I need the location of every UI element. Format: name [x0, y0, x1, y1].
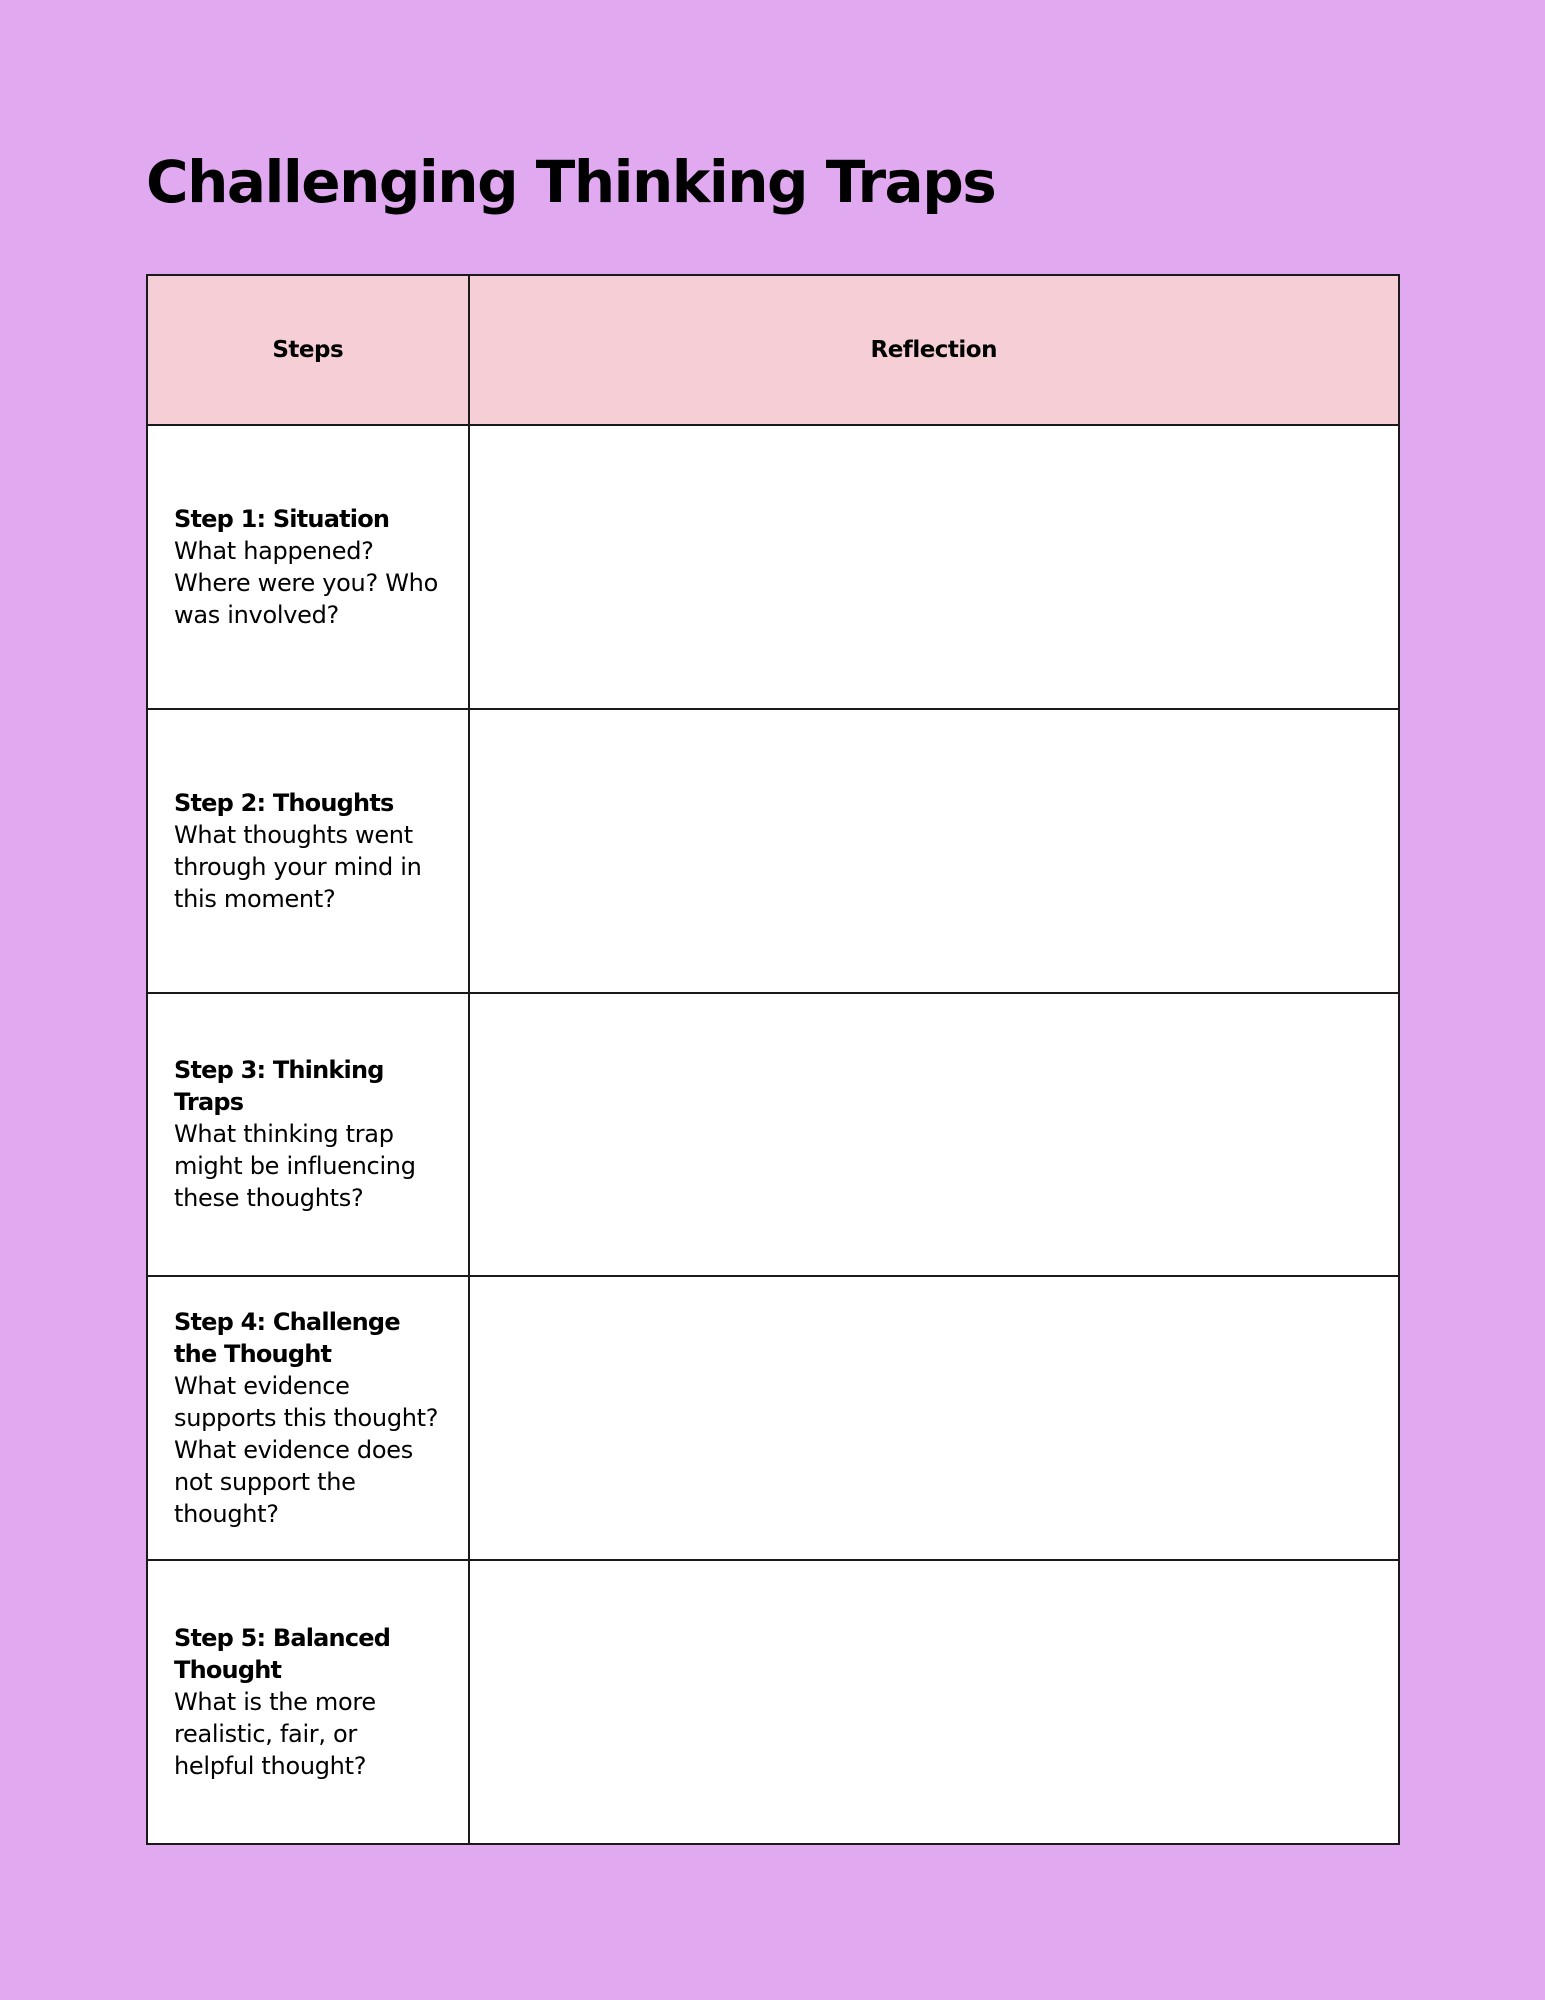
- step-cell: [147, 1276, 469, 1560]
- step-description: What evidence supports this thought? What evidence does not support the thought?: [174, 1372, 439, 1529]
- step-description: What is the more realistic, fair, or helpful thought?: [174, 1688, 376, 1781]
- table-header-row: [147, 275, 1399, 425]
- step-cell: [147, 993, 469, 1277]
- step-description: What thoughts went through your mind in this moment?: [174, 820, 422, 913]
- page-title: Challenging Thinking Traps: [146, 148, 996, 216]
- reflection-cell[interactable]: [469, 1560, 1400, 1844]
- reflection-column-header: Reflection: [469, 275, 1400, 425]
- step-description: What thinking trap might be influencing these thoughts?: [174, 1120, 416, 1213]
- step-title: Step 5: Balanced Thought: [174, 1624, 391, 1685]
- steps-column-header: Steps: [147, 275, 469, 425]
- reflection-cell[interactable]: [469, 709, 1400, 993]
- step-title: Step 3: Thinking Traps: [174, 1056, 384, 1117]
- table-row: [147, 1276, 1399, 1560]
- table-row: [147, 709, 1399, 993]
- step-cell: [147, 709, 469, 993]
- reflection-cell[interactable]: [469, 425, 1400, 709]
- table-row: [147, 1560, 1399, 1844]
- step-cell: [147, 1560, 469, 1844]
- step-title: Step 4: Challenge the Thought: [174, 1308, 400, 1369]
- table-row: [147, 425, 1399, 709]
- step-cell: [147, 425, 469, 709]
- step-title: Step 1: Situation: [174, 504, 390, 533]
- table-row: [147, 993, 1399, 1277]
- step-description: What happened? Where were you? Who was involved?: [174, 536, 438, 629]
- step-title: Step 2: Thoughts: [174, 788, 394, 817]
- reflection-cell[interactable]: [469, 993, 1400, 1277]
- thinking-traps-table: [146, 274, 1400, 1845]
- reflection-cell[interactable]: [469, 1276, 1400, 1560]
